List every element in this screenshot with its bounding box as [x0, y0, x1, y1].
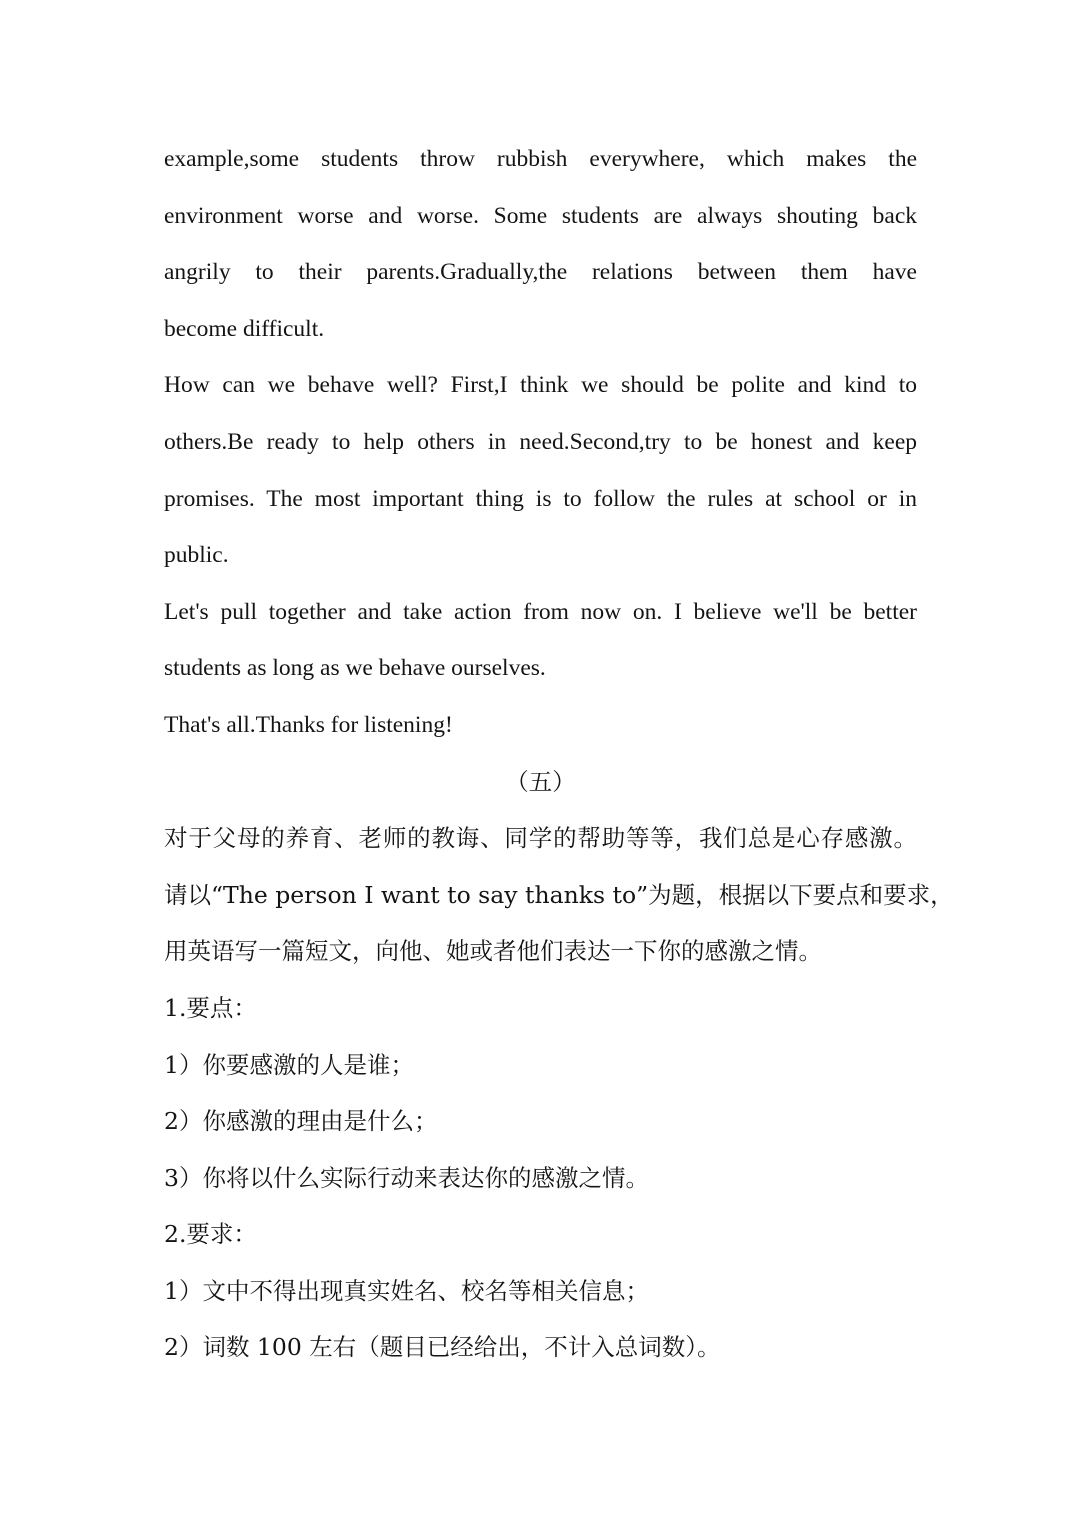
essay-line: Let's pull together and take action from now on. I believe we'll be better	[164, 598, 917, 625]
essay-text	[164, 131, 917, 754]
list-item: 2）你感激的理由是什么；	[164, 1107, 438, 1136]
essay-line: angrily to their parents.Gradually,the relations between them have	[164, 259, 917, 286]
essay-line: environment worse and worse. Some students are always shouting back	[164, 202, 917, 229]
essay-line: become difficult.	[164, 315, 325, 342]
essay-line: promises. The most important thing is to follow the rules at school or in	[164, 485, 917, 512]
essay-line: That's all.Thanks for listening!	[164, 711, 453, 738]
section-heading: （五）	[505, 767, 576, 796]
essay-line: How can we behave well? First,I think we should be polite and kind to	[164, 372, 917, 399]
essay-line: public.	[164, 542, 229, 569]
list-item: 1）文中不得出现真实姓名、校名等相关信息；	[164, 1276, 649, 1305]
document-body	[164, 131, 954, 1376]
prompt-line: 对于父母的养育、老师的教诲、同学的帮助等等，我们总是心存感激。	[164, 824, 917, 853]
essay-line: example,some students throw rubbish everywhere, which makes the	[164, 146, 917, 172]
points-list	[164, 1037, 917, 1207]
prompt-line: 用英语写一篇短文，向他、她或者他们表达一下你的感激之情。	[164, 937, 822, 966]
list-item: 3）你将以什么实际行动来表达你的感激之情。	[164, 1163, 649, 1192]
requirements-title: 2.要求：	[164, 1220, 257, 1249]
points-title: 1.要点：	[164, 993, 257, 1022]
essay-line: others.Be ready to help others in need.Second,try to be honest and keep	[164, 428, 917, 455]
prompt-line: 请以“The person I want to say thanks to”为题，根据以下要点和要求，	[164, 880, 954, 909]
list-item: 2）词数 100 左右（题目已经给出，不计入总词数）。	[164, 1333, 721, 1362]
list-item: 1）你要感激的人是谁；	[164, 1050, 414, 1079]
requirements-list	[164, 1263, 917, 1376]
essay-line: students as long as we behave ourselves.	[164, 655, 546, 682]
writing-prompt	[164, 810, 954, 980]
